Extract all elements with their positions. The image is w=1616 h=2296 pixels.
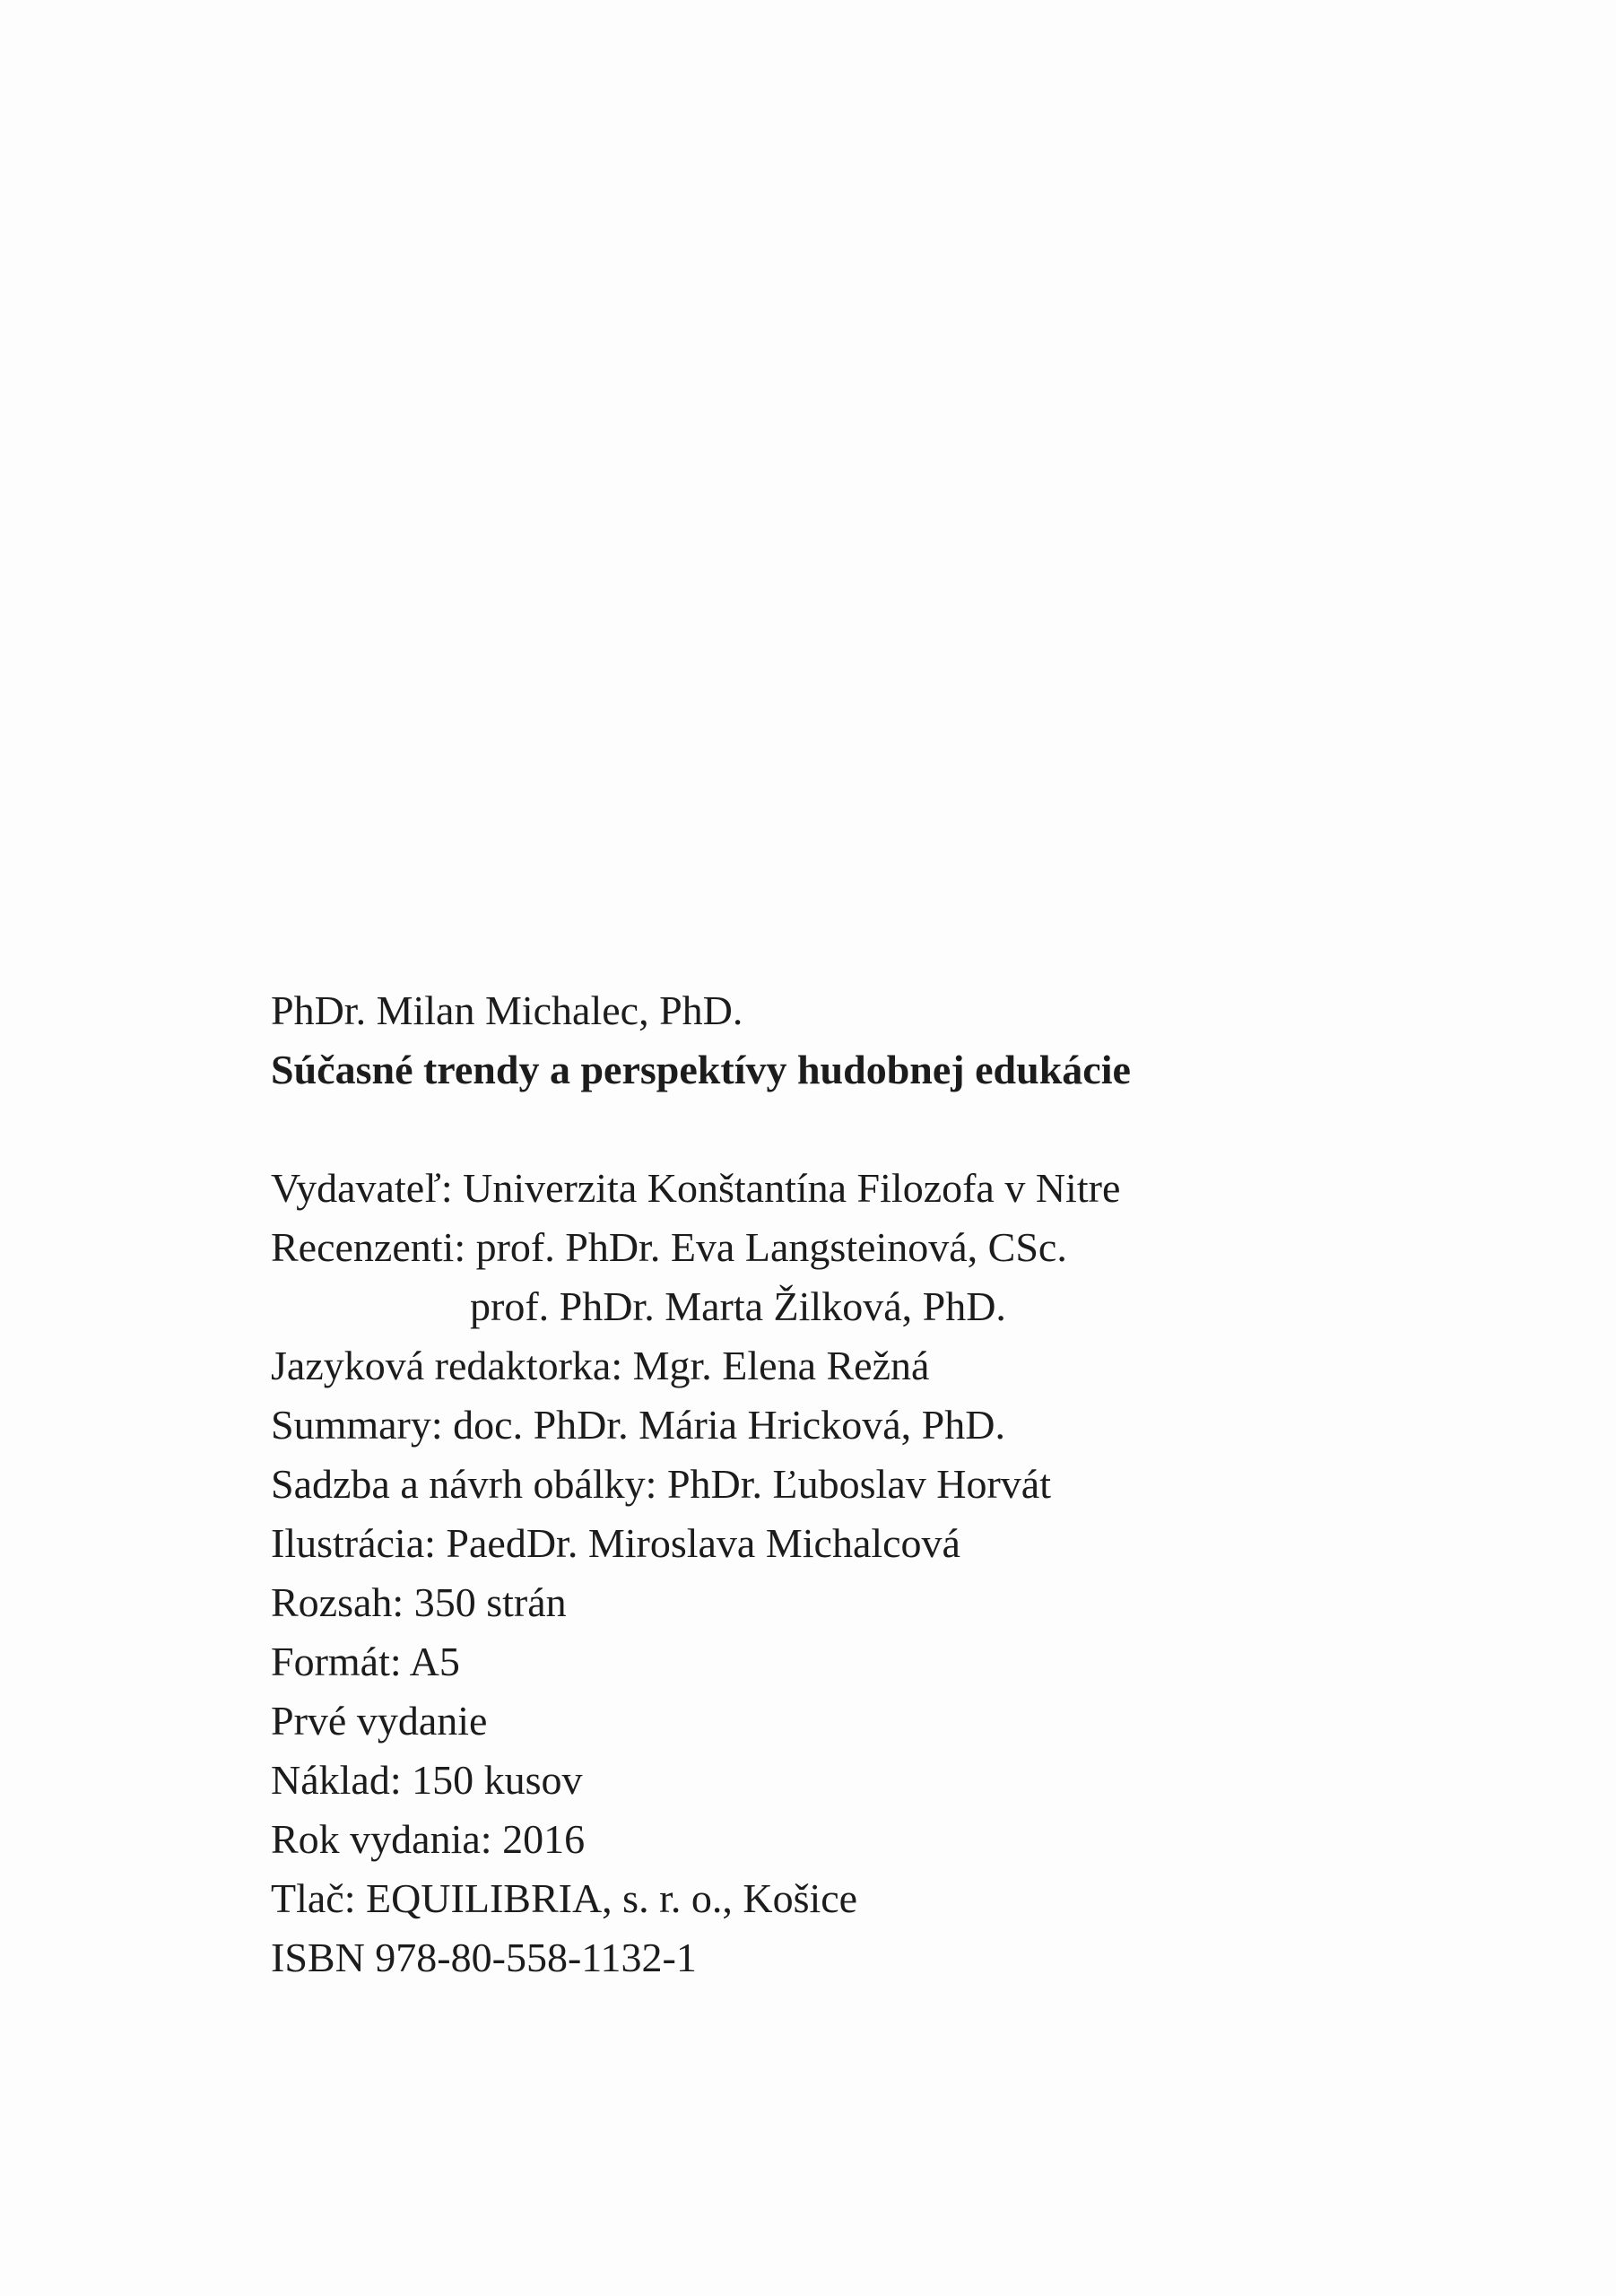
year-line: Rok vydania: 2016 <box>271 1816 586 1862</box>
printer-line: Tlač: EQUILIBRIA, s. r. o., Košice <box>271 1875 858 1921</box>
isbn-line: ISBN 978-80-558-1132-1 <box>271 1935 697 1980</box>
format-line: Formát: A5 <box>271 1639 460 1684</box>
reviewers-line-2: prof. PhDr. Marta Žilková, PhD. <box>470 1283 1006 1329</box>
book-title: Súčasné trendy a perspektívy hudobnej edukácie <box>271 1047 1131 1092</box>
print-run-line: Náklad: 150 kusov <box>271 1757 583 1803</box>
author-name: PhDr. Milan Michalec, PhD. <box>271 987 743 1033</box>
imprint-block <box>271 981 1347 1987</box>
reviewers-line: Recenzenti: prof. PhDr. Eva Langsteinová, CSc. <box>271 1224 1067 1270</box>
language-editor-line: Jazyková redaktorka: Mgr. Elena Režná <box>271 1343 930 1388</box>
typesetting-line: Sadzba a návrh obálky: PhDr. Ľuboslav Horvát <box>271 1461 1051 1507</box>
extent-line: Rozsah: 350 strán <box>271 1579 567 1625</box>
illustration-line: Ilustrácia: PaedDr. Miroslava Michalcová <box>271 1520 960 1566</box>
publisher-line: Vydavateľ: Univerzita Konštantína Filozofa v Nitre <box>271 1165 1121 1211</box>
edition-line: Prvé vydanie <box>271 1698 488 1744</box>
summary-line: Summary: doc. PhDr. Mária Hricková, PhD. <box>271 1402 1005 1448</box>
